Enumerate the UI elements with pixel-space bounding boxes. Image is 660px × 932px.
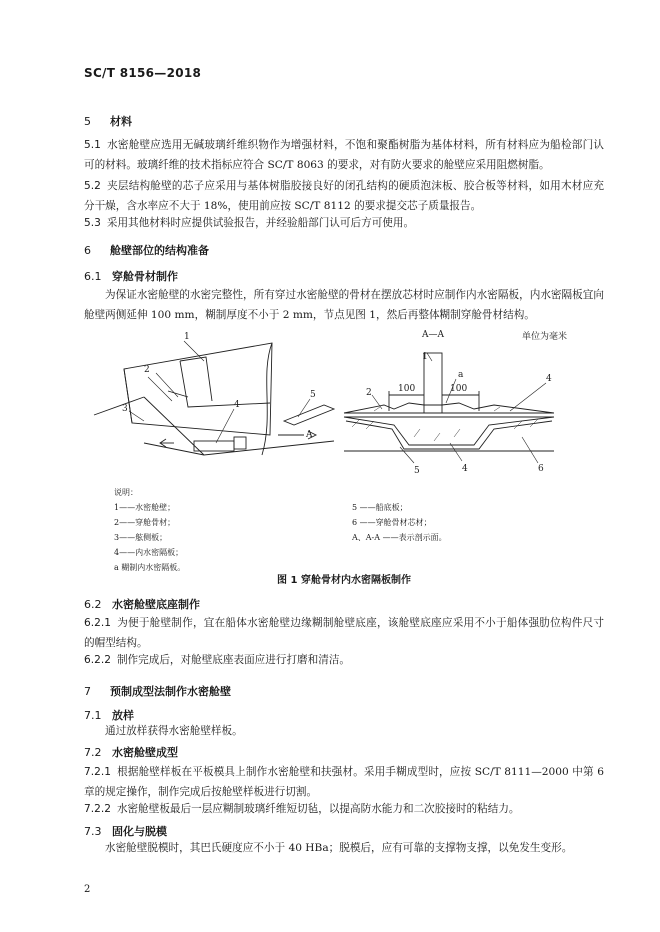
paragraph-5-2 [84,176,604,216]
legend-item: 5 ——船底板； [352,503,408,512]
section-title: 穿舱骨材制作 [112,270,178,283]
subsection-6-1-heading [84,268,178,284]
subsection-6-2-heading [84,596,200,612]
clause-number: 6.2.2 [84,654,111,666]
clause-number: 5.3 [84,217,101,229]
label-4-right-top: 4 [546,374,552,384]
legend-item: a 糊制内水密隔板。 [114,563,186,572]
dimension-left: 100 [398,384,416,394]
label-a-right: a [458,370,464,380]
clause-number: 5.1 [84,139,101,151]
clause-text: 水密舱壁板最后一层应糊制玻璃纤维短切毡，以提高防水能力和二次胶接时的粘结力。 [116,803,520,815]
section-number: 7 [84,685,91,698]
legend-item: 3——舷侧板； [114,533,168,542]
paragraph-6-2-1 [84,613,604,653]
label-3-left: 3 [122,404,128,414]
paragraph-7-1 [84,721,604,741]
label-1-right: 1 [422,352,428,362]
bottom-plate-piece [284,405,334,425]
section-title: 固化与脱模 [112,825,167,838]
label-1-left: 1 [184,332,190,342]
standard-code-header: SC/T 8156—2018 [84,66,202,80]
clause-number: 6.2.1 [84,617,111,629]
section-title: 舱壁部位的结构准备 [110,244,209,257]
section-7-heading [84,683,231,699]
section-number: 7.3 [84,825,102,838]
section-title: 预制成型法制作水密舱壁 [110,685,231,698]
clause-text: 制作完成后，对舱壁底座表面应进行打磨和清洁。 [116,654,351,666]
section-title: 放样 [112,709,134,722]
paragraph-5-3 [84,213,604,233]
legend-item: 1——水密舱壁； [114,503,176,512]
figure-1 [84,325,604,587]
frame-outline [180,361,270,407]
paragraph-6-2-2 [84,650,604,670]
left-leader-lines [129,341,310,443]
section-number: 7.2 [84,746,102,759]
legend-item: 6 ——穿舱骨材芯材； [352,518,432,527]
legend-item: 2——穿舱骨材； [114,518,176,527]
clause-number: 7.2.1 [84,766,111,778]
bulkhead-panel [124,343,272,435]
left-isometric-view [94,343,334,455]
clause-text: 水密舱壁脱模时，其巴氏硬度应不小于 40 HBa；脱模后，应有可靠的支撑物支撑，以免发生变形。 [105,842,573,854]
paragraph-7-2-2 [84,799,604,819]
section-number: 6.1 [84,270,102,283]
bulkhead-section [424,353,442,413]
stiffener-hat-section [344,417,554,445]
paragraph-7-2-1 [84,762,604,802]
clause-text: 根据舱壁样板在平板模具上制作水密舱壁和扶强材。采用手糊成型时，应按 SC/T 8111—2000 中第 6 章的规定操作，制作完成后按舱壁样板进行切割。 [84,766,604,798]
legend-right [352,500,447,545]
inner-diaphragm-box [194,441,234,451]
page-number: 2 [84,884,91,895]
clause-text: 水密舱壁应选用无碱玻璃纤维织物作为增强材料，不饱和聚酯树脂为基体材料，所有材料应为船检部门认可的材料。玻璃纤维的技术指标应符合 SC/T 8063 的要求，对有防火要求的舱壁应采用阻燃树脂。 [84,139,604,171]
figure-drawing [84,325,604,485]
label-A-section-mark: A [306,430,313,440]
label-2-right: 2 [366,388,372,398]
subsection-7-2-heading [84,744,178,760]
section-number: 7.1 [84,709,102,722]
legend-item: A、A-A ——表示剖示面。 [352,533,447,542]
section-number: 5 [84,115,91,128]
section-6-heading [84,242,209,258]
clause-text: 为保证水密舱壁的水密完整性，所有穿过水密舱壁的骨材在摆放芯材时应制作内水密隔板，内水密隔板宜向舱壁两侧延伸 100 mm，糊制厚度不小于 2 mm，节点见图 1，然后再整体糊制穿舱骨材结构。 [84,289,604,321]
paragraph-7-3 [84,838,604,858]
label-5-right: 5 [414,466,420,476]
legend-title: 说明： [114,488,138,497]
section-mark-A-A: A—A [422,330,444,340]
clause-number: 7.2.2 [84,803,111,815]
section-number: 6.2 [84,598,102,611]
clause-text: 夹层结构舱壁的芯子应采用与基体树脂胶接良好的闭孔结构的硬质泡沫板、胶合板等材料，如用木材应充分干燥，含水率应不大于 18%，使用前应按 SC/T 8112 的要求提交芯子质量报告。 [84,180,604,212]
section-number: 6 [84,244,91,257]
label-2-left: 2 [144,365,150,375]
right-section-view [344,353,554,451]
label-4-right-bottom: 4 [462,464,468,474]
section-title: 水密舱壁底座制作 [112,598,200,611]
legend-left [114,485,185,575]
label-6-right: 6 [538,464,544,474]
subsection-7-3-heading [84,823,167,839]
dimension-right: 100 [450,384,468,394]
label-5-left: 5 [310,390,316,400]
section-5-heading [84,113,132,129]
paragraph-6-1 [84,285,604,325]
figure-caption: 图 1 穿舱骨材内水密隔板制作 [277,575,411,586]
unit-note: 单位为毫米 [522,332,568,342]
right-hatching [352,407,538,441]
paragraph-5-1 [84,135,604,175]
clause-text: 通过放样获得水密舱壁样板。 [105,725,243,737]
section-title: 水密舱壁成型 [112,746,178,759]
clause-text: 采用其他材料时应提供试验报告，并经验船部门认可后方可使用。 [106,217,415,229]
section-title: 材料 [110,115,132,128]
clause-number: 5.2 [84,180,101,192]
clause-text: 为便于舱壁制作，宜在船体水密舱壁边缘糊制舱壁底座，该舱壁底座应采用不小于船体强肋位构件尺寸的帽型结构。 [84,617,604,649]
legend-item: 4——内水密隔板； [114,548,184,557]
label-4-left: 4 [234,400,240,410]
